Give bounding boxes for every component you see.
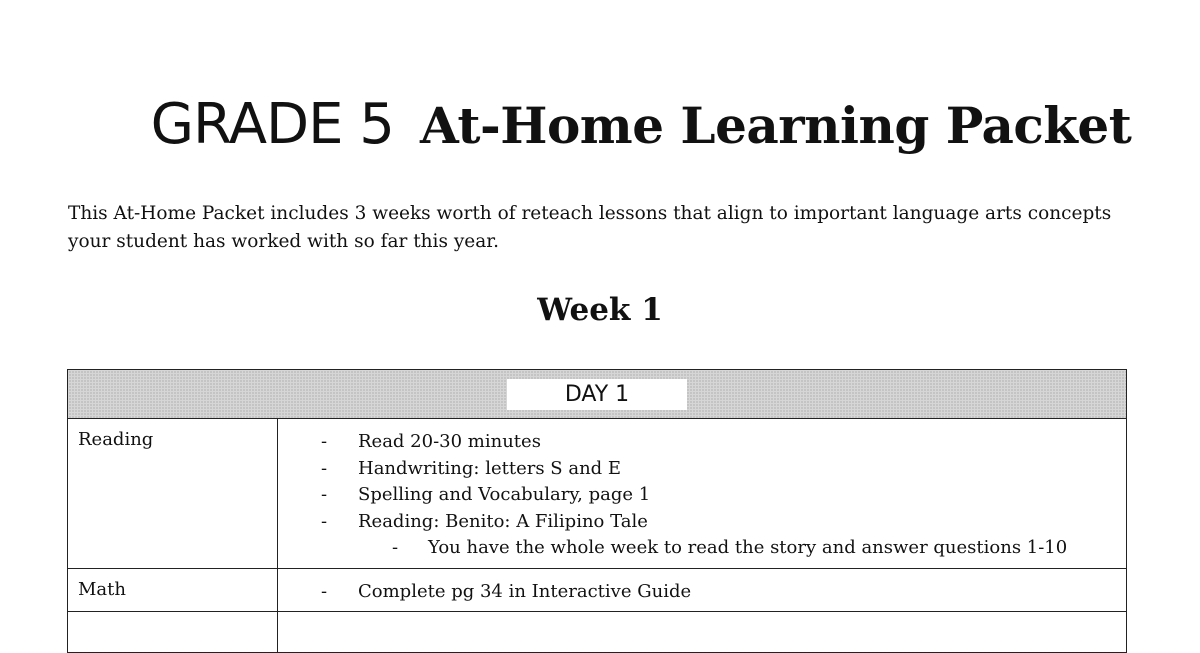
task-text: Spelling and Vocabulary, page 1 <box>358 484 651 505</box>
reading-tasks <box>278 419 1127 569</box>
bullet-dash: - <box>321 457 328 479</box>
bullet-dash: - <box>321 580 328 602</box>
week-heading: Week 1 <box>537 292 663 328</box>
table-cell <box>68 612 278 653</box>
day-header-row <box>68 370 1127 419</box>
bullet-dash: - <box>392 537 399 558</box>
task-text: Complete pg 34 in Interactive Guide <box>358 580 692 602</box>
intro-paragraph: This At-Home Packet includes 3 weeks worth of reteach lessons that align to important language arts concepts your student has worked with so far this year. <box>68 203 1112 252</box>
table-cell <box>278 612 1127 653</box>
list-item <box>278 429 1126 456</box>
list-item <box>278 482 1126 509</box>
schedule-table <box>67 369 1127 653</box>
task-text: Read 20-30 minutes <box>358 431 541 452</box>
list-item <box>278 456 1126 483</box>
task-text: You have the whole week to read the story and answer questions 1-10 <box>428 537 1068 558</box>
list-item <box>278 579 1126 606</box>
math-tasks <box>278 568 1127 612</box>
day-label: DAY 1 <box>507 379 687 410</box>
table-row-reading <box>68 419 1127 569</box>
grade-label: GRADE 5 <box>150 92 394 157</box>
task-text: Reading: Benito: A Filipino Tale <box>358 510 648 532</box>
list-item <box>278 509 1126 536</box>
day-header-cell <box>68 370 1127 419</box>
page-title <box>0 92 1200 157</box>
subject-reading: Reading <box>68 419 278 569</box>
sub-list-item <box>278 535 1126 562</box>
subject-math: Math <box>68 568 278 612</box>
table-row-next <box>68 612 1127 653</box>
bullet-dash: - <box>321 510 328 532</box>
bullet-dash: - <box>321 484 328 505</box>
table-row-math <box>68 568 1127 612</box>
task-text: Handwriting: letters S and E <box>358 457 622 479</box>
bullet-dash: - <box>321 431 328 452</box>
packet-title: At-Home Learning Packet <box>419 96 1132 155</box>
